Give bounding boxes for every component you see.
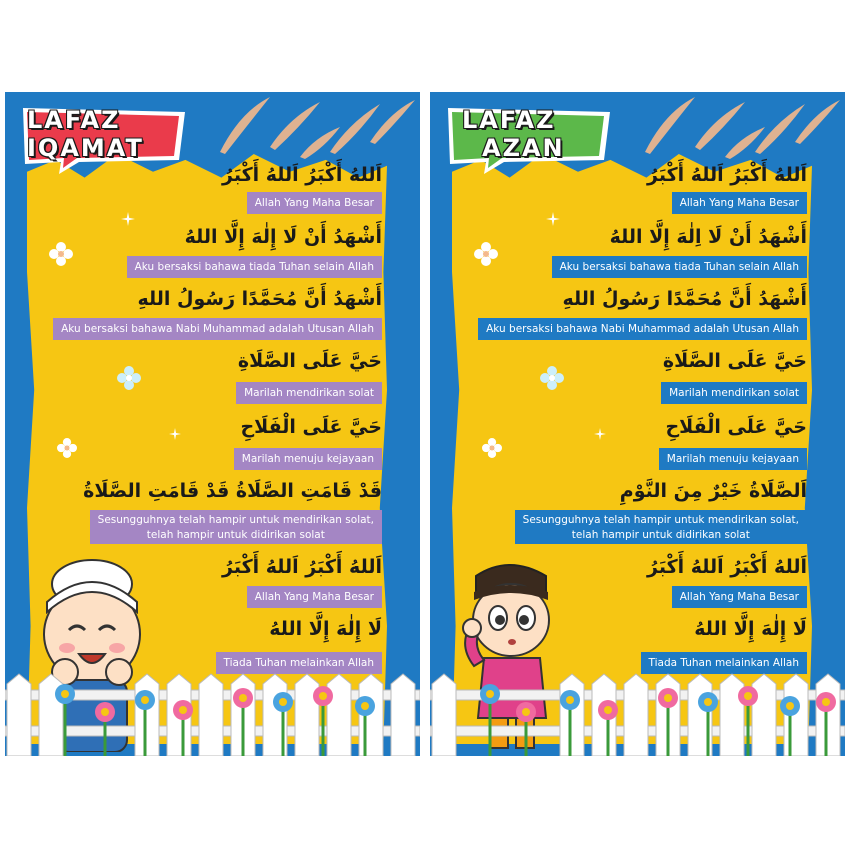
translation-part1: Sesungguhnya telah hampir untuk mendirikan solat,: [97, 514, 374, 526]
translation-line: Allah Yang Maha Besar: [672, 192, 807, 214]
translation-line: Aku bersaksi bahawa Nabi Muhammad adalah Utusan Allah: [53, 318, 382, 340]
sparkle-icon: [594, 428, 606, 440]
arabic-line: حَيَّ عَلَى الصَّلَاةِ: [662, 350, 807, 372]
poster-iqamat: [5, 92, 420, 756]
translation-line-double: [90, 510, 382, 544]
arabic-line: حَيَّ عَلَى الْفَلَاحِ: [240, 416, 382, 438]
arabic-line: اَللهُ أَكْبَرُ اَللهُ أَكْبَرُ: [647, 556, 807, 578]
translation-part2: telah hampir untuk didirikan solat: [146, 529, 325, 541]
arabic-line: قَدْ قَامَتِ الصَّلَاةُ قَدْ قَامَتِ الصَّلَاةُ: [83, 480, 382, 502]
sparkle-icon: [121, 212, 135, 226]
fence-with-flowers-icon: [430, 666, 845, 756]
translation-line: Aku bersaksi bahawa Nabi Muhammad adalah Utusan Allah: [478, 318, 807, 340]
small-flower-icon: [482, 438, 502, 458]
translation-part1: Sesungguhnya telah hampir untuk mendirikan solat,: [522, 514, 799, 526]
arabic-line: أَشْهَدُ أَنْ لَا إِلٰهَ إِلَّا اللهُ: [184, 226, 382, 248]
arabic-line: حَيَّ عَلَى الصَّلَاةِ: [237, 350, 382, 372]
translation-line: Marilah menuju kejayaan: [234, 448, 382, 470]
arabic-line: حَيَّ عَلَى الْفَلَاحِ: [665, 416, 807, 438]
poster-azan: [430, 92, 845, 756]
arabic-line: أَشْهَدُ أَنَّ مُحَمَّدًا رَسُولُ اللهِ: [562, 288, 807, 310]
leaves-decoration-icon: [180, 92, 420, 162]
sparkle-icon: [169, 428, 181, 440]
translation-line: Aku bersaksi bahawa tiada Tuhan selain Allah: [552, 256, 807, 278]
translation-line: Allah Yang Maha Besar: [672, 586, 807, 608]
translation-line-double: [515, 510, 807, 544]
arabic-line: أَشْهَدُ أَنَّ مُحَمَّدًا رَسُولُ اللهِ: [137, 288, 382, 310]
title-line2: AZAN: [482, 134, 565, 162]
fence-with-flowers-icon: [5, 666, 420, 756]
translation-line: Marilah mendirikan solat: [236, 382, 382, 404]
arabic-line: لَا إِلٰهَ إِلَّا اللهُ: [269, 618, 382, 640]
arabic-line: أَشْهَدُ أَنْ لَا اِلٰهَ إِلَّا اللهُ: [609, 226, 807, 248]
title-line1: LAFAZ: [27, 106, 121, 134]
title-label: [444, 104, 604, 170]
title-line1: LAFAZ: [462, 106, 556, 134]
arabic-line: اَللهُ أَكْبَرُ اَللهُ أَكْبَرُ: [222, 164, 382, 186]
translation-line: Marilah menuju kejayaan: [659, 448, 807, 470]
translation-line: Tiada Tuhan melainkan Allah: [641, 652, 807, 674]
leaves-decoration-icon: [605, 92, 845, 162]
translation-line: Allah Yang Maha Besar: [247, 192, 382, 214]
translation-line: Aku bersaksi bahawa tiada Tuhan selain Allah: [127, 256, 382, 278]
small-flower-icon: [57, 438, 77, 458]
sparkle-icon: [546, 212, 560, 226]
arabic-line: اَلصَّلَاةُ خَيْرٌ مِنَ النَّوْمِ: [619, 480, 807, 502]
translation-line: Allah Yang Maha Besar: [247, 586, 382, 608]
title-line2: IQAMAT: [27, 134, 144, 162]
translation-part2: telah hampir untuk didirikan solat: [571, 529, 750, 541]
arabic-line: لَا إِلٰهَ إِلَّا اللهُ: [694, 618, 807, 640]
small-flower-icon: [49, 242, 73, 266]
small-flower-icon: [474, 242, 498, 266]
arabic-line: اَللهُ أَكْبَرُ اَللهُ أَكْبَرُ: [222, 556, 382, 578]
arabic-line: اَللهُ أَكْبَرُ اَللهُ أَكْبَرُ: [647, 164, 807, 186]
translation-line: Tiada Tuhan melainkan Allah: [216, 652, 382, 674]
small-flower-icon: [540, 366, 564, 390]
title-label: [19, 104, 179, 170]
translation-line: Marilah mendirikan solat: [661, 382, 807, 404]
small-flower-icon: [117, 366, 141, 390]
